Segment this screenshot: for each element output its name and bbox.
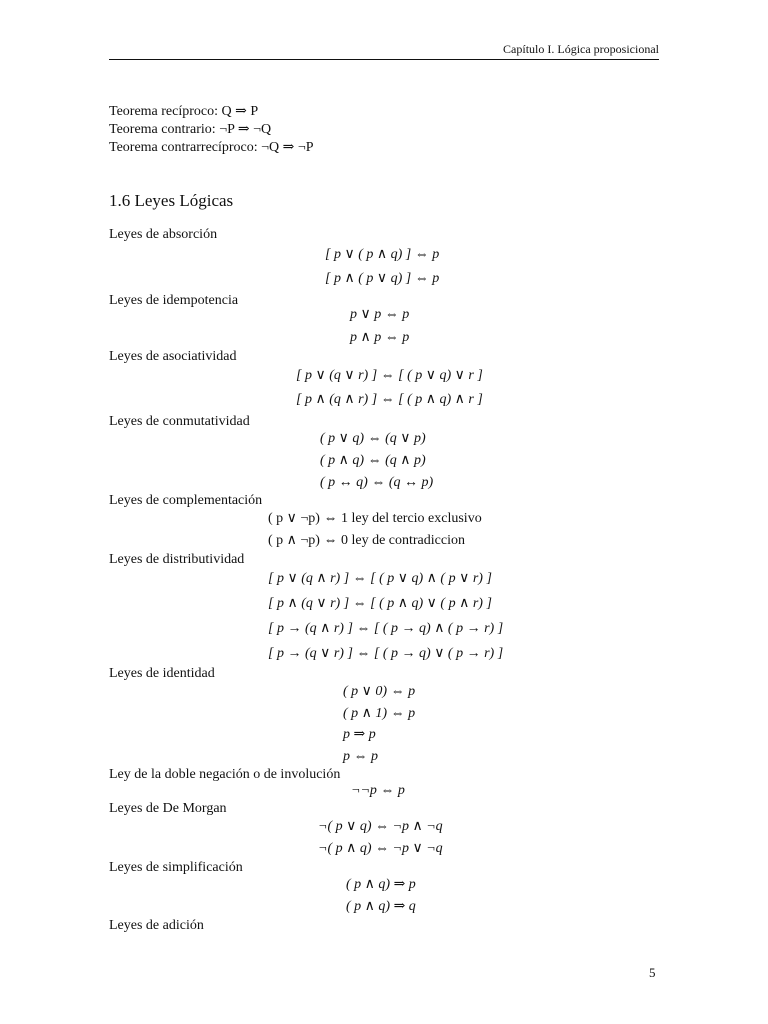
addition-heading: Leyes de adición [109, 918, 204, 933]
identity-heading: Leyes de identidad [109, 666, 215, 681]
running-header: Capítulo I. Lógica proposicional [503, 42, 659, 56]
distributivity-formula: [ p → (q ∧ r) ] ⇔ [ ( p → q) ∧ ( p → r) ] [268, 621, 504, 636]
commutativity-formula: ( p ∧ q) ⇔ (q ∧ p) [320, 453, 426, 468]
idempotence-formula: p ∧ p ⇔ p [350, 330, 410, 345]
associativity-formula: [ p ∨ (q ∨ r) ] ⇔ [ ( p ∨ q) ∨ r ] [296, 368, 483, 383]
associativity-formula: [ p ∧ (q ∧ r) ] ⇔ [ ( p ∧ q) ∧ r ] [296, 392, 483, 407]
distributivity-formula: [ p ∧ (q ∨ r) ] ⇔ [ ( p ∧ q) ∨ ( p ∧ r) ] [268, 596, 492, 611]
complementation-heading: Leyes de complementación [109, 493, 263, 508]
commutativity-heading: Leyes de conmutatividad [109, 414, 250, 429]
complementation-formula: ( p ∨ ¬p) ⇔ 1 ley del tercio exclusivo [268, 511, 482, 526]
reciprocal-theorem: Teorema recíproco: Q ⇒ P [109, 104, 259, 119]
idempotence-formula: p ∨ p ⇔ p [350, 307, 410, 322]
associativity-heading: Leyes de asociatividad [109, 349, 237, 364]
identity-formula: ( p ∧ 1) ⇔ p [343, 706, 416, 721]
idempotence-heading: Leyes de idempotencia [109, 293, 239, 308]
double-negation-heading: Ley de la doble negación o de involución [109, 767, 341, 782]
double-negation-formula: ¬¬p ⇔ p [351, 783, 405, 798]
commutativity-formula: ( p ∨ q) ⇔ (q ∨ p) [320, 431, 426, 446]
identity-formula: ( p ∨ 0) ⇔ p [343, 684, 416, 699]
de-morgan-heading: Leyes de De Morgan [109, 801, 227, 816]
absorption-formula: [ p ∨ ( p ∧ q) ] ⇔ p [325, 247, 440, 262]
distributivity-formula: [ p ∨ (q ∧ r) ] ⇔ [ ( p ∨ q) ∧ ( p ∨ r) ] [268, 571, 492, 586]
absorption-formula: [ p ∧ ( p ∨ q) ] ⇔ p [325, 271, 440, 286]
complementation-formula: ( p ∧ ¬p) ⇔ 0 ley de contradiccion [268, 533, 465, 548]
absorption-heading: Leyes de absorción [109, 227, 218, 242]
identity-formula: p ⇒ p [343, 727, 376, 742]
simplification-formula: ( p ∧ q) ⇒ p [346, 877, 416, 892]
contrapositive-theorem: Teorema contrarrecíproco: ¬Q ⇒ ¬P [109, 140, 314, 155]
de-morgan-formula: ¬( p ∨ q) ⇔ ¬p ∧ ¬q [318, 819, 443, 834]
distributivity-formula: [ p → (q ∨ r) ] ⇔ [ ( p → q) ∨ ( p → r) ] [268, 646, 504, 661]
commutativity-formula: ( p ↔ q) ⇔ (q ↔ p) [320, 475, 434, 490]
distributivity-heading: Leyes de distributividad [109, 552, 245, 567]
simplification-heading: Leyes de simplificación [109, 860, 243, 875]
header-rule [109, 59, 659, 60]
de-morgan-formula: ¬( p ∧ q) ⇔ ¬p ∨ ¬q [318, 841, 443, 856]
page-number: 5 [649, 965, 656, 980]
simplification-formula: ( p ∧ q) ⇒ q [346, 899, 416, 914]
contrary-theorem: Teorema contrario: ¬P ⇒ ¬Q [109, 122, 272, 137]
identity-formula: p ⇔ p [343, 749, 378, 764]
section-title: 1.6 Leyes Lógicas [109, 191, 234, 210]
